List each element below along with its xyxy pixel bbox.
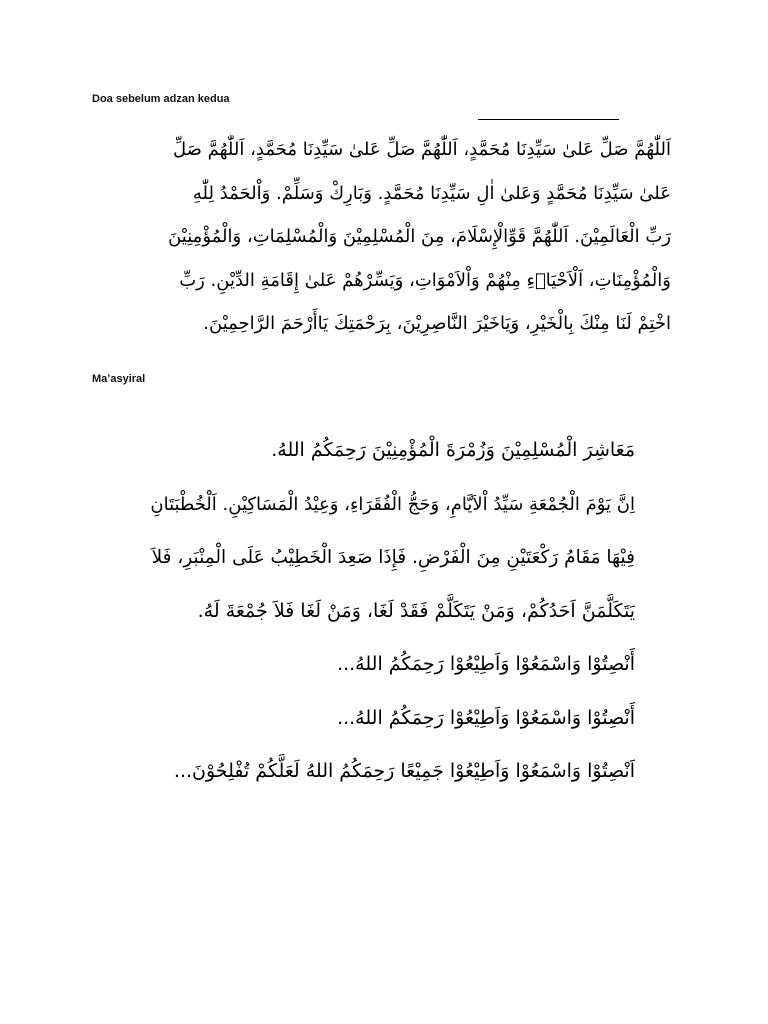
khutbah-line: اَنْصِتُوْا وَاسْمَعُوْا وَاَطِيْعُوْا جَمِيْعًا رَحِمَكُمُ اللهُ لَعَلَّكُمْ تُفْلِحُوْنَ... — [173, 760, 635, 782]
khutbah-line: أَنْصِتُوْا وَاسْمَعُوْا وَاَطِيْعُوْا رَحِمَكُمُ اللهُ... — [337, 653, 635, 675]
doa-line: عَلىٰ سَيِّدِنَا مُحَمَّدٍ وَعَلىٰ اٰلِ سَيِّدِنَا مُحَمَّدٍ. وَبَارِكْ وَسَلِّمْ. وَاْلحَمْدُ لِلّٰهِ — [192, 182, 671, 204]
khutbah-line: أَنْصِتُوْا وَاسْمَعُوْا وَاَطِيْعُوْا رَحِمَكُمُ اللهُ... — [337, 706, 635, 729]
horizontal-rule — [478, 119, 619, 120]
doa-line: وَالْمُؤْمِنَاتِ، اَلْاَحْيَاۤءِ مِنْهُمْ وَاْلاَمْوَاتِ، وَيَسِّرْهُمْ عَلىٰ إِقَامَةِ الدِّيْنِ. رَبِّ — [179, 269, 671, 291]
doa-line: اخْتِمْ لَنَا مِنْكَ بِالْخَيْرِ، وَيَاخَيْرَ النَّاصِرِيْنَ، بِرَحْمَتِكَ يَاأَرْحَمَ الرَّاحِمِيْنَ. — [203, 313, 671, 334]
khutbah-text-block — [150, 424, 635, 799]
doa-line: رَبِّ الْعَالَمِيْنَ. اَللّٰهُمَّ قَوِّالْإِسْلَامَ، مِنَ الْمُسْلِمِيْنَ وَالْمُسْلِمَاتِ، وَالْمُؤْمِنِيْنَ — [168, 226, 671, 247]
maasyiral-heading: Ma’asyiral — [92, 373, 146, 385]
khutbah-line: اِنَّ يَوْمَ الْجُمْعَةِ سَيِّدُ اْلاَيَّامِ، وَحَجُّ الْفُقَرَاءِ، وَعِيْدُ الْمَسَاكِيْنِ. اَلْخُطْبَتَانِ — [150, 493, 635, 515]
doa-line: اَللّٰهُمَّ صَلِّ عَلىٰ سَيِّدِنَا مُحَمَّدٍ، اَللّٰهُمَّ صَلِّ عَلىٰ سَيِّدِنَا مُحَمَّدٍ، اَللّٰهُمَّ صَلِّ — [172, 139, 671, 160]
khutbah-line: يَتَكَلَّمَنَّ اَحَدُكُمْ، وَمَنْ يَتَكَلَّمْ فَقَدْ لَغَا، وَمَنْ لَغَا فَلاَ جُمْعَةَ لَهُ. — [197, 599, 635, 622]
doa-text-block — [96, 128, 671, 346]
khutbah-line: مَعَاشِرَ الْمُسْلِمِيْنَ وَزُمْرَةَ الْمُؤْمِنِيْنَ رَحِمَكُمُ اللهُ. — [271, 439, 635, 461]
khutbah-line: فِيْهَا مَقَامُ رَكْعَتَيْنِ مِنَ الْفَرْضِ. فَإِذَا صَعِدَ الْخَطِيْبُ عَلَى الْمِنْبَرِ، فَلاَ — [151, 547, 635, 568]
doa-heading: Doa sebelum adzan kedua — [92, 93, 230, 105]
